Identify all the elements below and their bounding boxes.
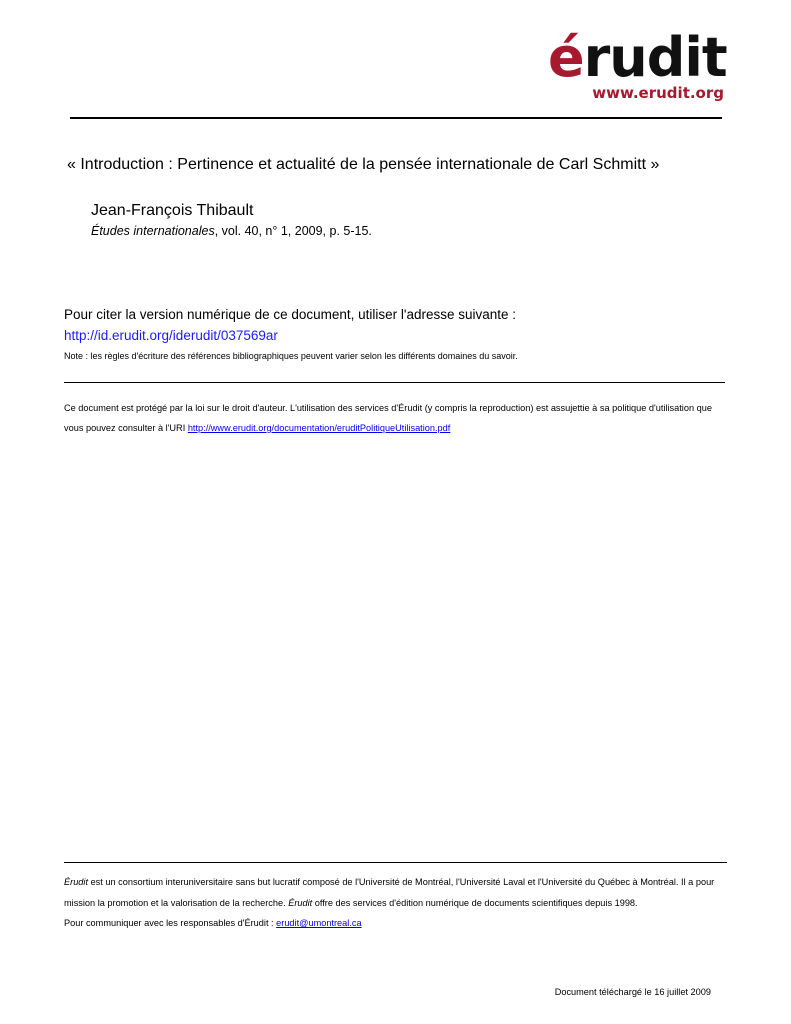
contact-line — [64, 913, 728, 934]
rights-notice — [64, 398, 724, 438]
erudit-logo[interactable] — [548, 28, 728, 108]
article-author: Jean-François Thibault — [91, 202, 254, 219]
about-text-2: offre des services d'édition numérique de documents scientifiques depuis 1998. — [312, 897, 638, 908]
journal-name: Études internationales — [91, 224, 215, 238]
article-title: « Introduction : Pertinence et actualité de la pensée internationale de Carl Schmitt » — [67, 156, 660, 173]
policy-link[interactable]: http://www.erudit.org/documentation/eruditPolitiqueUtilisation.pdf — [187, 423, 451, 433]
logo-rest-letters: rudit — [583, 26, 727, 89]
logo-url: www.erudit.org — [592, 84, 724, 102]
about-paragraph — [64, 872, 728, 913]
citation-details: , vol. 40, n° 1, 2009, p. 5-15. — [214, 224, 372, 238]
article-citation — [91, 224, 372, 238]
rights-text: Ce document est protégé par la loi sur le droit d'auteur. L'utilisation des services d'Érudit (y compris la reproduction) est assujettie à sa politique d'utilisation que vous pouvez consulter à l'URI — [64, 403, 712, 433]
bottom-divider — [64, 862, 727, 863]
cite-link[interactable]: http://id.erudit.org/iderudit/037569ar — [64, 328, 278, 343]
about-text-1: est un consortium interuniversitaire sans but lucratif composé de l'Université de Montréal, l'Université Laval et l'Université du Québec à Montréal. Il a pour mission la promotion et la valorisation de la recherche. — [64, 877, 715, 908]
citation-note: Note : les règles d'écriture des références bibliographiques peuvent varier selon les différents domaines du savoir. — [64, 351, 518, 361]
logo-wordmark — [548, 28, 727, 88]
erudit-name: Érudit — [288, 897, 313, 908]
cite-label: Pour citer la version numérique de ce document, utiliser l'adresse suivante : — [64, 307, 517, 322]
middle-divider — [64, 382, 725, 383]
top-divider — [70, 117, 722, 119]
about-erudit — [64, 872, 728, 934]
logo-accent-letter: é — [548, 26, 584, 89]
erudit-name: Érudit — [64, 877, 89, 887]
contact-email-link[interactable]: erudit@umontreal.ca — [276, 918, 362, 928]
contact-label: Pour communiquer avec les responsables d'Érudit : — [64, 918, 277, 928]
download-date: Document téléchargé le 16 juillet 2009 — [554, 987, 711, 997]
